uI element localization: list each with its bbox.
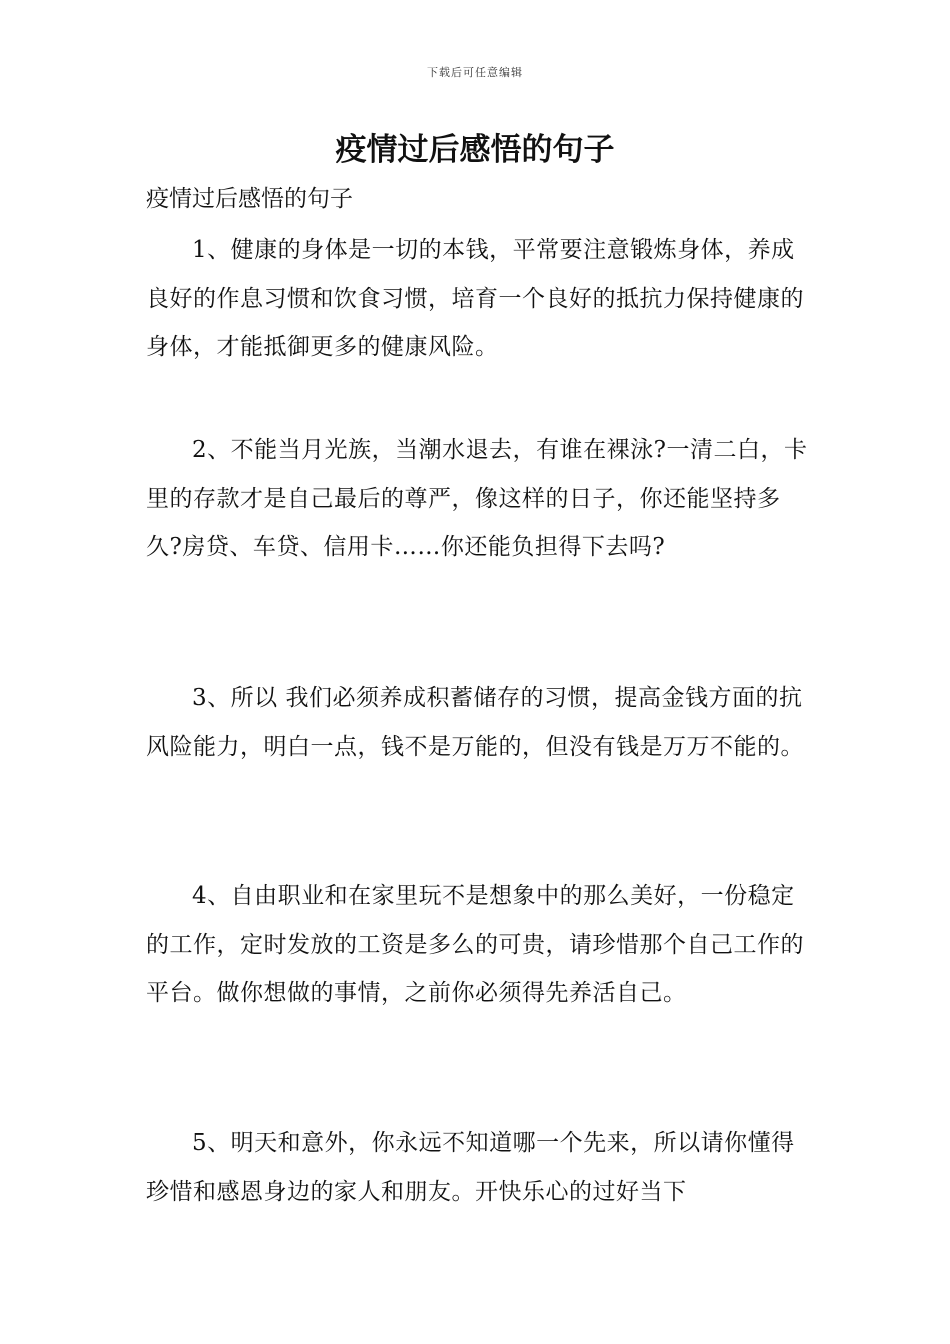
paragraph-3: 3、所以 我们必须养成积蓄储存的习惯，提高金钱方面的抗风险能力，明白一点，钱不是万能的，但没有钱是万万不能的。 — [146, 685, 804, 760]
document-title: 疫情过后感悟的句子 — [335, 132, 615, 168]
header-note: 下载后可任意编辑 — [427, 66, 523, 79]
paragraph-2: 2、不能当月光族，当潮水退去，有谁在裸泳?一清二白，卡里的存款才是自己最后的尊严，像这样的日子，你还能坚持多久?房贷、车贷、信用卡……你还能负担得下去吗? — [146, 437, 808, 560]
paragraph-5: 5、明天和意外，你永远不知道哪一个先来，所以请你懂得珍惜和感恩身边的家人和朋友。开快乐心的过好当下 — [146, 1130, 795, 1205]
paragraph-4: 4、自由职业和在家里玩不是想象中的那么美好，一份稳定的工作，定时发放的工资是多么的可贵，请珍惜那个自己工作的平台。做你想做的事情，之前你必须得先养活自己。 — [146, 883, 804, 1006]
document-subtitle: 疫情过后感悟的句子 — [146, 186, 353, 212]
paragraph-1: 1、健康的身体是一切的本钱，平常要注意锻炼身体，养成良好的作息习惯和饮食习惯，培育一个良好的抵抗力保持健康的身体，才能抵御更多的健康风险。 — [146, 237, 804, 360]
